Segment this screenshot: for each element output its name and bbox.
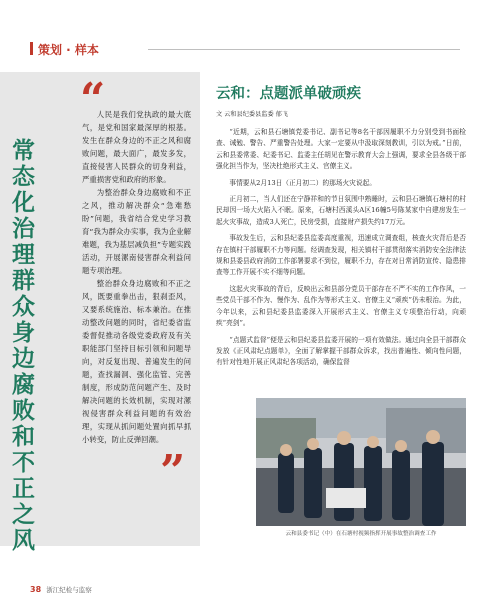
- article-paragraph: “点题式监督”便是云和县纪委县监委开展的一项有效做法。通过向全县干部群众发放《正风肃纪点题单》，全面了解掌握干部群众诉求，找出普遍性、倾向性问题，有针对性地开展正风肃纪各项活动，确保监督: [216, 335, 466, 367]
- article-photo: [256, 398, 466, 526]
- open-quote-icon: “: [80, 74, 106, 125]
- sidebar-paragraph: 为整治群众身边腐败和不正之风，推动解决群众“急难愁盼”问题，我省结合党史学习教育“我为群众办实事，我为企业解难题，我为基层减负担”专题实践活动，开展漯南侵害群众利益问题专项治理。: [82, 188, 191, 275]
- section-accent-bar: [30, 42, 33, 55]
- header-rule: [148, 49, 460, 50]
- article-title: 云和：点题派单破顽疾: [216, 86, 361, 102]
- article-paragraph: “近期，云和县石塘镇党委书记、副书记等8名干部因履职不力分别受到书面检查、诫勉、警告、严重警告处理。大家一定要从中汲取深刻教训，引以为戒。”日前，云和县委常委、纪委书记、监委主任胡见在警示教育大会上强调，要求全县各级干部强化担当作为，坚决杜绝形式主义、官僚主义。: [216, 128, 466, 171]
- sidebar-intro: [82, 108, 191, 446]
- close-quote-icon: ”: [160, 446, 186, 497]
- article-paragraph: 事故发生后，云和县纪委县监委高度重视，迅速成立调查组，核查火灾背后是否存在镇村干部履职不力等问题。经调查发现，相关镇村干部贯彻落实消防安全法律法规和县委县政府消防工作部署要求不到位，履职不力，存在对日常消防宣传、隐患排查等工作开展不实不细等问题。: [216, 234, 466, 277]
- article-body: [216, 127, 466, 369]
- article: [216, 84, 466, 374]
- magazine-name: 浙江纪检与监察: [46, 586, 92, 594]
- article-paragraph: 正月初二，当人们还在宁静祥和的节日氛围中熟睡时，云和县石塘镇石塘村的村民却因一场大火陷入不眠。原来，石塘村西溪头A区16幢5号陈某家中自建房发生一起火灾事故，造成3人死亡，民房受损，直接财产损失约17万元。: [216, 195, 466, 226]
- article-byline: 文 云和县纪委县监委 郁飞: [216, 111, 288, 118]
- section-label: 策划 · 样本: [38, 43, 99, 57]
- sidebar-paragraph: 整治群众身边腐败和不正之风，既要重拳出击，狠刹歪风，又要系统施治、标本兼治。在推动整改问题的同时，省纪委省监委督促推动各级党委政府及有关职能部门坚持目标引领和问题导向，对反复出现、普遍发生的问题，查找漏洞、强化监管、完善制度，形成防范问题产生、及时解决问题的长效机制，实现对漯视侵害群众利益问题的有效治理，实现从抓问题处置向抓早抓小转变，防止反弹回潮。: [82, 279, 191, 444]
- photo-illustration: [256, 398, 466, 526]
- article-paragraph: 事情要从2月13日（正月初二）的那场火灾说起。: [229, 178, 376, 187]
- page-header: [30, 38, 460, 60]
- page-footer: [30, 585, 92, 594]
- sidebar-paragraph: 人民是我们党执政的最大底气，是党和国家最深厚的根基。发生在群众身边的不正之风和腐败问题，最大面广，最发多发，直接侵害人民群众的切身利益，严重损害党和政府的形象。: [82, 110, 191, 184]
- vertical-headline: 常态化治理群众身边腐败和不正之风: [12, 137, 35, 554]
- article-paragraph: 这起火灾事故的背后，反映出云和县部分党员干部存在不严不实的工作作风，一些党员干部不作为、慢作为、乱作为等形式主义、官僚主义“顽疾”仍未根治。为此，今年以来，云和县纪委县监委深入开展形式主义、官僚主义专项整治行动，向顽疾“亮剑”。: [216, 284, 466, 328]
- photo-caption: 云和县委书记（中）在石塘村视频指挥开展事故整治调查工作: [285, 531, 437, 537]
- page-number: 38: [30, 585, 42, 594]
